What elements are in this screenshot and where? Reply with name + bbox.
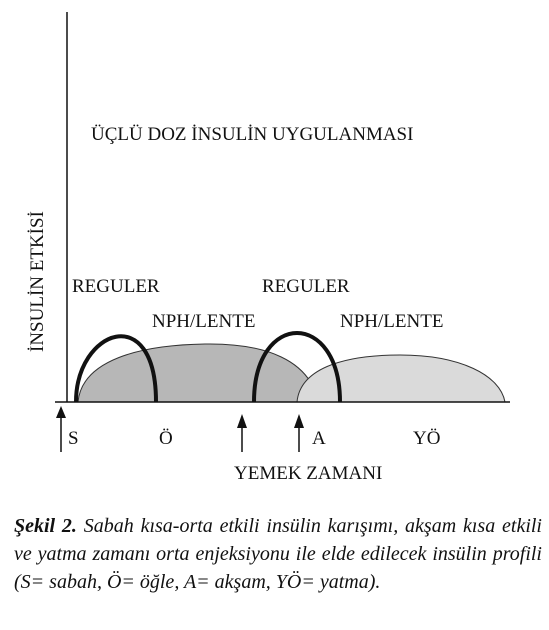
nph-curve-evening	[297, 355, 505, 402]
nph-curve-morning	[78, 344, 318, 402]
arrow-sabah	[56, 406, 66, 452]
diagram-title: ÜÇLÜ DOZ İNSULİN UYGULANMASI	[91, 124, 414, 145]
time-label-yatma: YÖ	[413, 428, 441, 449]
label-regular-evening: REGULER	[262, 276, 350, 297]
caption-text: Sabah kısa-orta etkili insülin karışımı, akşam kısa etkili ve yatma zamanı orta enjeksiyonu ile elde edilecek insülin profili (S= sabah, Ö= öğle, A= akşam, YÖ= yatma).	[14, 515, 542, 593]
label-regular-morning: REGULER	[72, 276, 160, 297]
y-axis-label: İNSULİN ETKİSİ	[27, 211, 48, 352]
arrow-aksam	[294, 414, 304, 452]
figure-caption	[14, 512, 542, 596]
x-axis-label: YEMEK ZAMANI	[234, 463, 383, 484]
label-nph-evening: NPH/LENTE	[340, 311, 444, 332]
label-nph-morning: NPH/LENTE	[152, 311, 256, 332]
time-label-sabah: S	[68, 428, 79, 449]
arrow-yemek	[237, 414, 247, 452]
time-label-aksam: A	[312, 428, 326, 449]
caption-prefix: Şekil 2.	[14, 515, 77, 537]
time-label-ogle: Ö	[159, 428, 173, 449]
